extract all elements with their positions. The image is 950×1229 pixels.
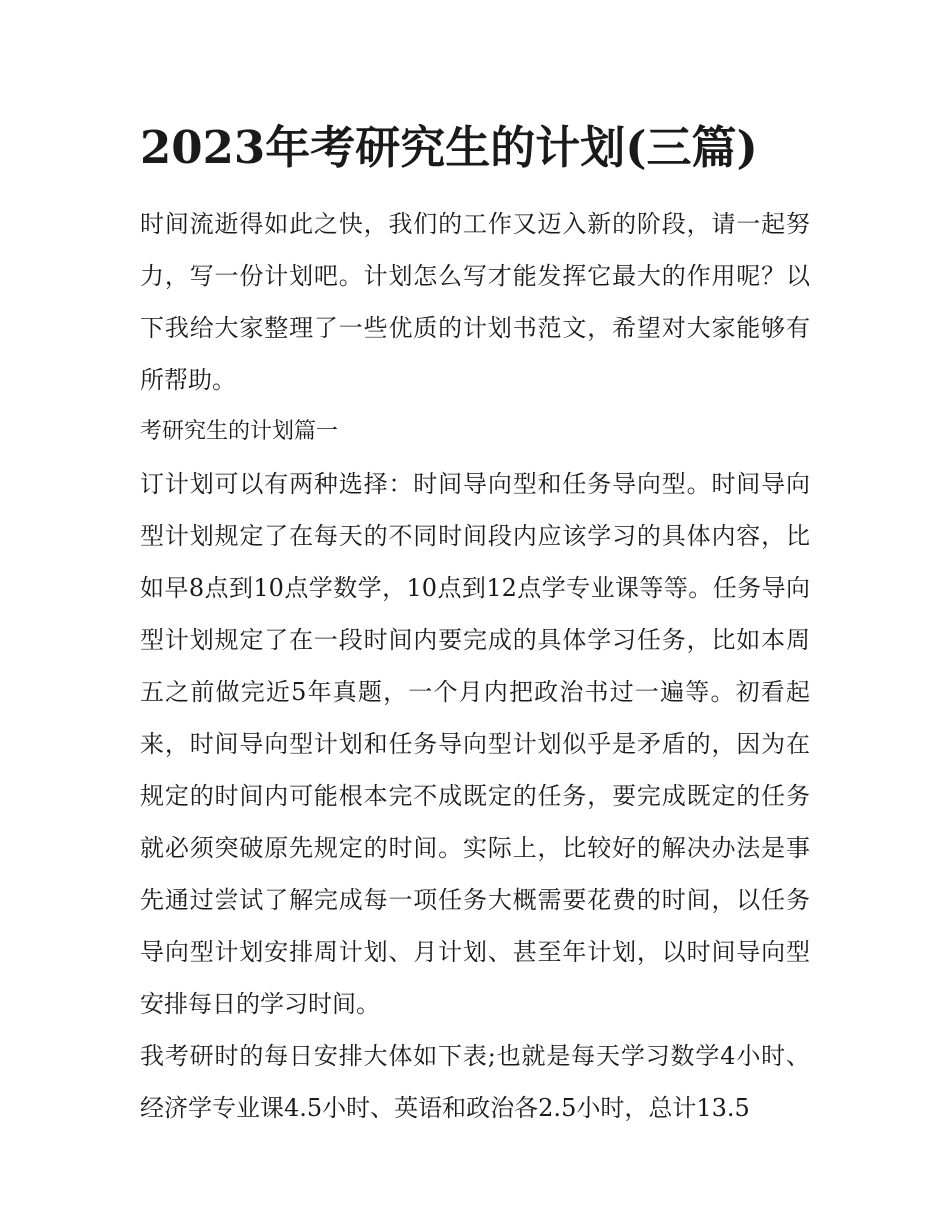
body-paragraph-1: 订计划可以有两种选择：时间导向型和任务导向型。时间导向型计划规定了在每天的不同时间段内应该学习的具体内容，比如早8点到10点学数学，10点到12点学专业课等等。任务导向型计划规定了在一段时间内要完成的具体学习任务，比如本周五之前做完近5年真题，一个月内把政治书过一遍等。初看起来，时间导向型计划和任务导向型计划似乎是矛盾的，因为在规定的时间内可能根本完不成既定的任务，要完成既定的任务就必须突破原先规定的时间。实际上，比较好的解决办法是事先通过尝试了解完成每一项任务大概需要花费的时间，以任务导向型计划安排周计划、月计划、甚至年计划，以时间导向型安排每日的学习时间。 — [140, 470, 810, 1018]
section-heading: 考研究生的计划篇一 — [140, 419, 339, 444]
body-paragraph-2: 我考研时的每日安排大体如下表;也就是每天学习数学4小时、经济学专业课4.5小时、英语和政治各2.5小时，总计13.5 — [140, 1042, 810, 1122]
intro-paragraph: 时间流逝得如此之快，我们的工作又迈入新的阶段，请一起努力，写一份计划吧。计划怎么写才能发挥它最大的作用呢？以下我给大家整理了一些优质的计划书范文，希望对大家能够有所帮助。 — [140, 210, 810, 394]
document-body — [140, 198, 810, 1134]
document-title: 2023年考研究生的计划(三篇) — [140, 121, 758, 174]
